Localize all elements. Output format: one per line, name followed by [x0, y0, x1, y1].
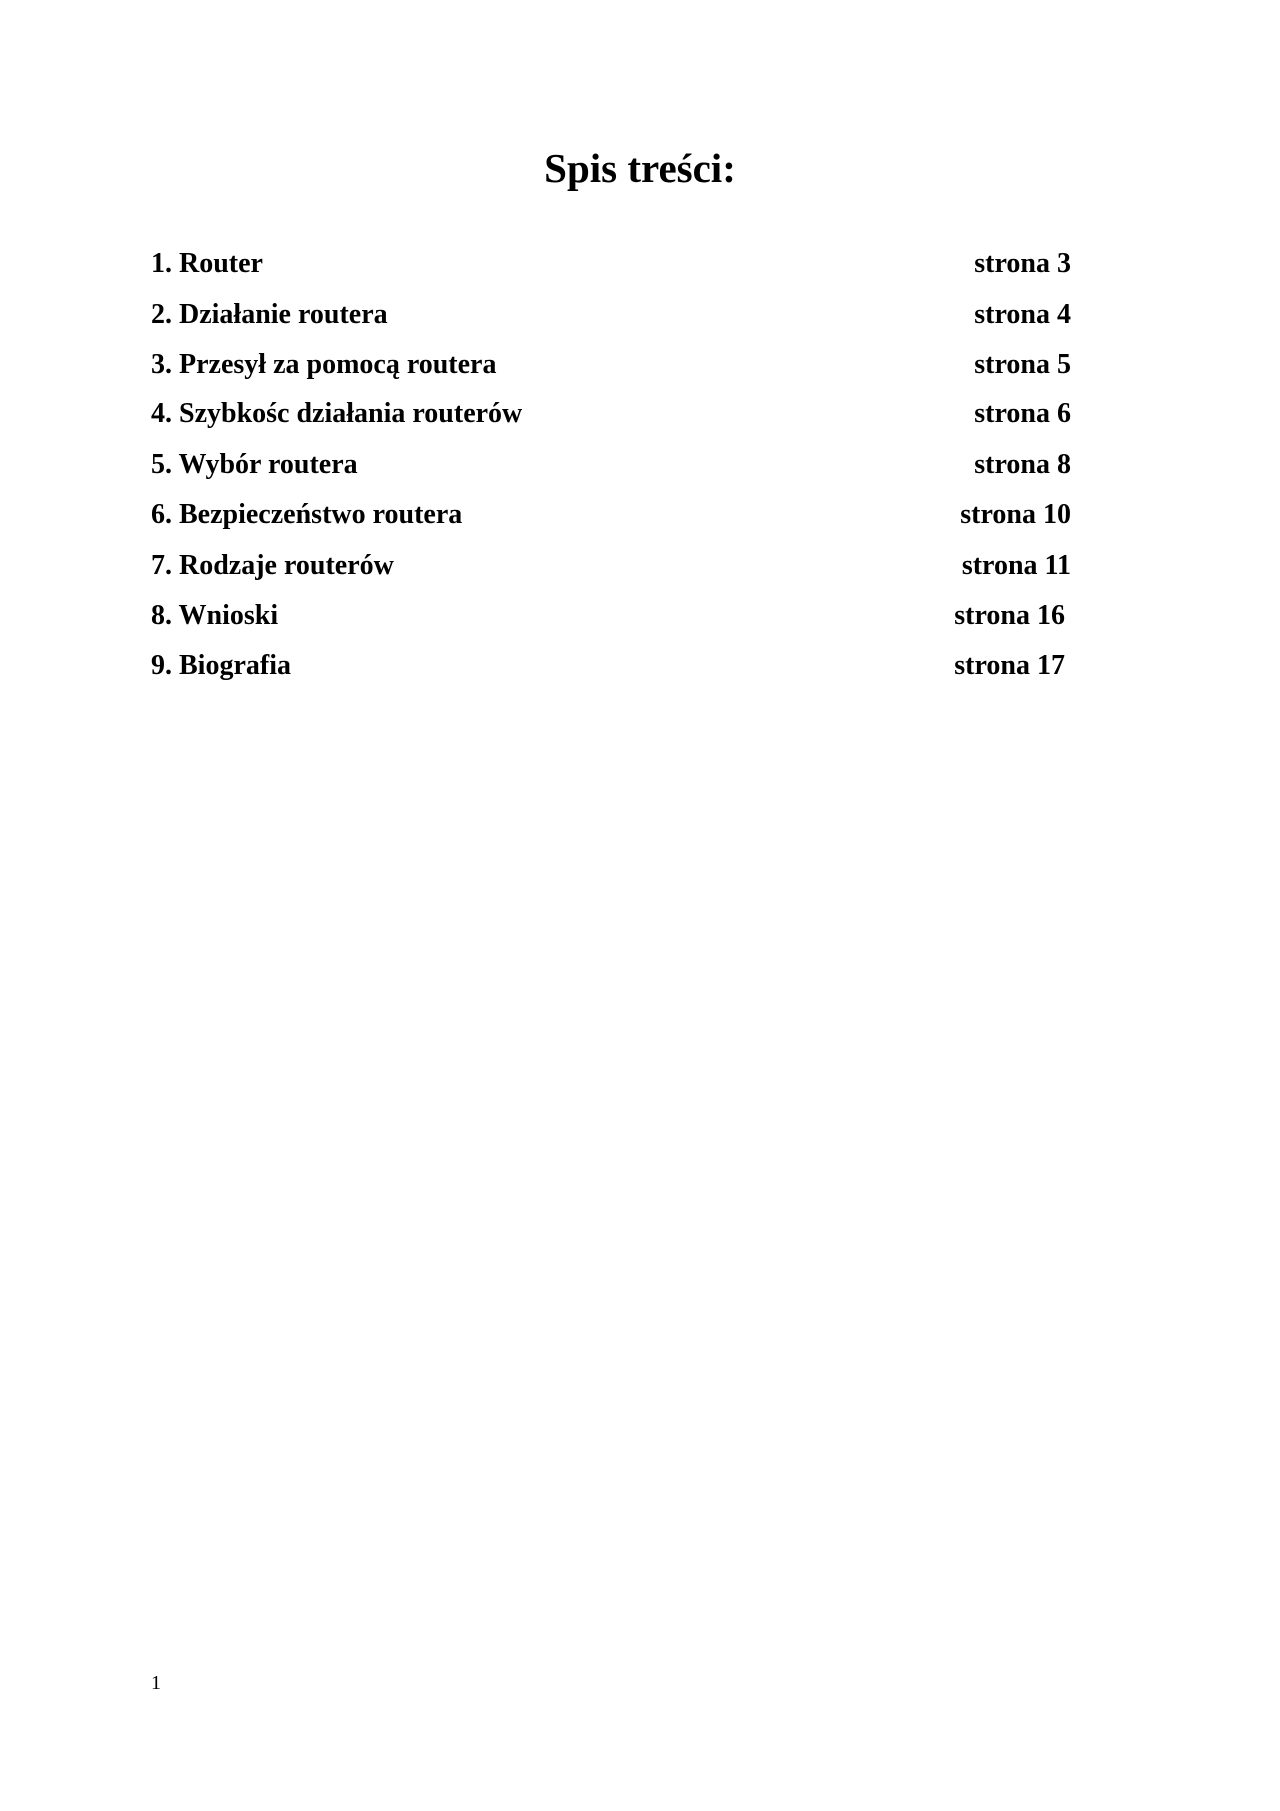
toc-entry-label: 7. Rodzaje routerów	[151, 550, 394, 581]
page-title: Spis treści:	[544, 145, 736, 191]
toc-entry-szybkosc	[151, 398, 1071, 430]
toc-entry-label: 3. Przesył za pomocą routera	[151, 349, 497, 380]
toc-entry-label: 2. Działanie routera	[151, 299, 388, 330]
toc-entry-przesyl	[151, 349, 1071, 381]
toc-entry-page: strona 16	[954, 600, 1065, 631]
toc-entry-bezpieczenstwo	[151, 499, 1071, 531]
toc-entry-page: strona 11	[961, 550, 1071, 581]
toc-entry-page: strona 10	[960, 499, 1071, 530]
toc-entry-router	[151, 248, 1071, 280]
toc-entry-page: strona 6	[974, 398, 1071, 429]
toc-entry-label: 5. Wybór routera	[151, 449, 358, 480]
toc-entry-page: strona 8	[974, 449, 1071, 480]
toc-entry-rodzaje	[151, 550, 1071, 582]
toc-entry-label: 4. Szybkośc działania routerów	[151, 398, 523, 429]
toc-entry-page: strona 3	[974, 248, 1071, 279]
page-number: 1	[151, 1672, 161, 1694]
toc-entry-wybor-routera	[151, 449, 1071, 481]
toc-entry-page: strona 4	[974, 299, 1071, 330]
toc-entry-dzialanie-routera	[151, 299, 1071, 331]
toc-entry-label: 6. Bezpieczeństwo routera	[151, 499, 463, 530]
toc-entry-page: strona 17	[954, 650, 1065, 681]
toc-entry-label: 8. Wnioski	[151, 600, 279, 631]
toc-entry-label: 9. Biografia	[151, 650, 291, 681]
toc-entry-biografia	[151, 650, 1065, 682]
toc-entry-page: strona 5	[974, 349, 1071, 380]
toc-entry-label: 1. Router	[151, 248, 263, 279]
toc-entry-wnioski	[151, 600, 1065, 632]
